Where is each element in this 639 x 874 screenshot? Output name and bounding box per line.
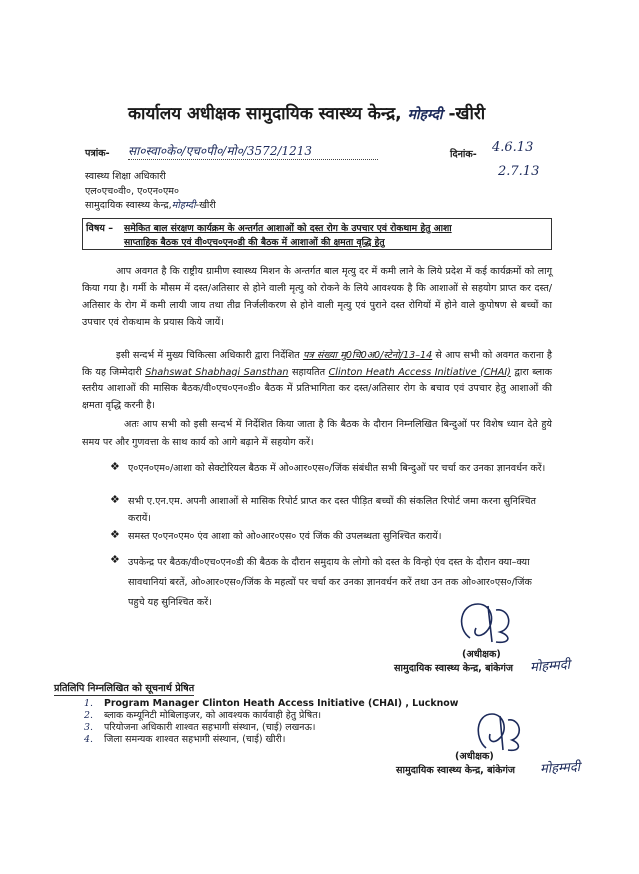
page-title-text: कार्यालय अधीक्षक सामुदायिक स्वास्थ्य केन्द्र, — [128, 104, 402, 124]
copy-item-text: परियोजना अधिकारी शाश्वत सहभागी संस्थान, (चाई) लखनऊ। — [104, 722, 316, 733]
copy-item-num: 1. — [84, 698, 93, 709]
ref-label: पत्रांक- — [85, 148, 110, 159]
copy-list — [84, 698, 464, 746]
copy-item-num: 3. — [84, 722, 93, 733]
date-handwritten-1: 4.6.13 — [492, 140, 534, 155]
paragraph-3: अतः आप सभी को इसी सन्दर्भ में निर्देशित किया जाता है कि बैठक के दौरान निम्नलिखित बिन्दुओं पर विशेष ध्यान देते हुये समय पर और गुणवत्ता के साथ कार्य को आगे बढ़ाने में सहयोग करें। — [82, 419, 552, 448]
bullet-item-3: समस्त ए०एन०एम० एंव आशा को ओ०आर०एस० एवं जिंक की उपलब्धता सुनिश्चित करायें। — [128, 531, 442, 542]
copy-item — [84, 734, 464, 746]
addressee-line1: स्वास्थ्य शिक्षा अधिकारी — [85, 171, 166, 182]
addressee-line2: एल०एच०वी०, ए०एन०एम० — [85, 185, 180, 197]
copy-heading: प्रतिलिपि निम्नलिखित को सूचनार्थ प्रेषित — [54, 683, 195, 694]
signature-2-title: (अधीक्षक) — [455, 751, 494, 762]
handwritten-place: मोहम्दी — [407, 107, 443, 123]
copy-item-num: 2. — [84, 710, 93, 721]
para2-text-d: द्वारा ब्लाक स्तरीय आशाओं की मासिक बैठक/वी०एच०एन०डी० बैठक में प्रतिभागिता कर दस्त/अतिसार रोग के बचाव एवं उपचार हेतु आशाओं की क्षमता वृद्धि करनी है। — [82, 366, 552, 411]
para2-org-2: Clinton Heath Access Initiative (CHAI) — [328, 366, 511, 378]
para2-text-b: से आप सभी को अवगत कराना है कि यह जिम्मेदारी — [82, 350, 552, 378]
addressee-line3-prefix: सामुदायिक स्वास्थ्य केन्द्र, — [85, 200, 172, 211]
signature-2 — [470, 706, 530, 754]
bullet-icon: ❖ — [110, 528, 120, 541]
bullet-item-4: उपकेन्द्र पर बैठक/वी०एच०एन०डी की बैठक के दौरान समुदाय के लोगो को दस्त के विन्हो एंव दस्त के दौरान क्या–क्या सावधानियां बरतें, ओ०आर०एस०/जिंक के महत्वों पर चर्चा कर उनका ज्ञानवर्धन करें तथा उन तक ओ०आर०एस०/जिंक पहुचे यह सुनिश्चित करें। — [128, 557, 532, 608]
para2-letter-ref: पत्र संख्या मु0चि0अ0/स्टेनो/13–14 — [302, 350, 433, 361]
para2-org-1: Shahswat Shabhagi Sansthan — [145, 366, 289, 378]
bullet-item-1: ए०एन०एम०/आशा को सेक्टोरियल बैठक में ओ०आर०एस०/जिंक संबंधीत सभी बिन्दुओं पर चर्चा कर उनका ज्ञानवर्धन करें। — [128, 463, 546, 474]
copy-item-text: जिला समन्यक शाश्वत सहभागी संस्थान, (चाई) खीरी। — [104, 734, 286, 745]
addressee-line3 — [85, 199, 216, 214]
ref-number-handwritten: सा०स्वा०के०/एच०पी०/मो०/3572/1213 — [128, 142, 378, 160]
paragraph-1: आप अवगत है कि राष्ट्रीय ग्रामीण स्वास्थ्य मिशन के अन्तर्गत बाल मृत्यु दर में कमी लाने के लिये प्रदेश में कई कार्यक्रमों को लागू किया गया है। गर्मी के मौसम में दस्त/अतिसार से होने वाली मृत्यु को रोकने के लिये आवश्यक है कि आशाओं से सहयोग प्राप्त कर दस्त/अतिसार के रोग में कमी लायी जाय तथा तीव्र निर्जलीकरण से होने वाली मृत्यु एवं पुराने दस्त रोगियों में होने वाले कुपोषण से बच्चों का उपचार एवं रोकथाम के प्रयास किये जायें। — [82, 266, 552, 328]
copy-item — [84, 698, 464, 710]
para2-text-a: इसी सन्दर्भ में मुख्य चिकित्सा अधिकारी द्वारा निर्देशित — [116, 350, 300, 361]
subject-label: विषय – — [86, 223, 114, 234]
addressee — [85, 170, 216, 214]
signature-2-stamp: मोहम्मदी — [539, 759, 581, 778]
copy-item-text: Program Manager Clinton Heath Access Initiative (CHAI) , Lucknow — [104, 698, 459, 709]
signature-1-office: सामुदायिक स्वास्थ्य केन्द्र, बांकेगंज — [394, 663, 514, 674]
signature-1-stamp: मोहम्मदी — [529, 657, 571, 676]
page-title-suffix: -खीरी — [448, 104, 486, 124]
signature-1-title: (अधीक्षक) — [462, 649, 501, 660]
subject-line1: समेकित बाल संरक्षण कार्यक्रम के अन्तर्गत आशाओं को दस्त रोग के उपचार एवं रोकथाम हेतु आशा — [124, 223, 452, 234]
bullet-icon: ❖ — [110, 553, 120, 566]
signature-2-office: सामुदायिक स्वास्थ्य केन्द्र, बांकेगंज — [396, 765, 516, 776]
copy-item — [84, 710, 464, 722]
copy-item — [84, 722, 464, 734]
addressee-line3-suffix: -खीरी — [195, 200, 216, 211]
date-label: दिनांक- — [450, 149, 477, 160]
bullet-icon: ❖ — [110, 460, 120, 473]
subject-line2: साप्ताहिक बैठक एवं वी०एच०एन०डी की बैठक में आशाओं की क्षमता वृद्धि हेतु — [124, 237, 385, 248]
date-handwritten-2: 2.7.13 — [498, 164, 540, 179]
bullet-icon: ❖ — [110, 493, 120, 506]
page-title — [128, 101, 548, 124]
copy-item-text: ब्लाक कम्यूनिटी मोबिलाइजर, को आवश्यक कार्यवाही हेतु प्रेषित। — [104, 710, 322, 721]
signature-1 — [452, 598, 522, 646]
bullet-item-2: सभी ए.एन.एम. अपनी आशाओं से मासिक रिपोर्ट प्राप्त कर दस्त पीड़ित बच्चों की संकलित रिपोर्ट जमा करना सुनिश्चित करायें। — [128, 496, 536, 524]
paragraph-2 — [82, 348, 552, 414]
copy-item-num: 4. — [84, 734, 93, 745]
addressee-place-handwritten: मोहम्दी — [171, 200, 196, 211]
para2-text-c: सहायतित — [292, 366, 326, 378]
